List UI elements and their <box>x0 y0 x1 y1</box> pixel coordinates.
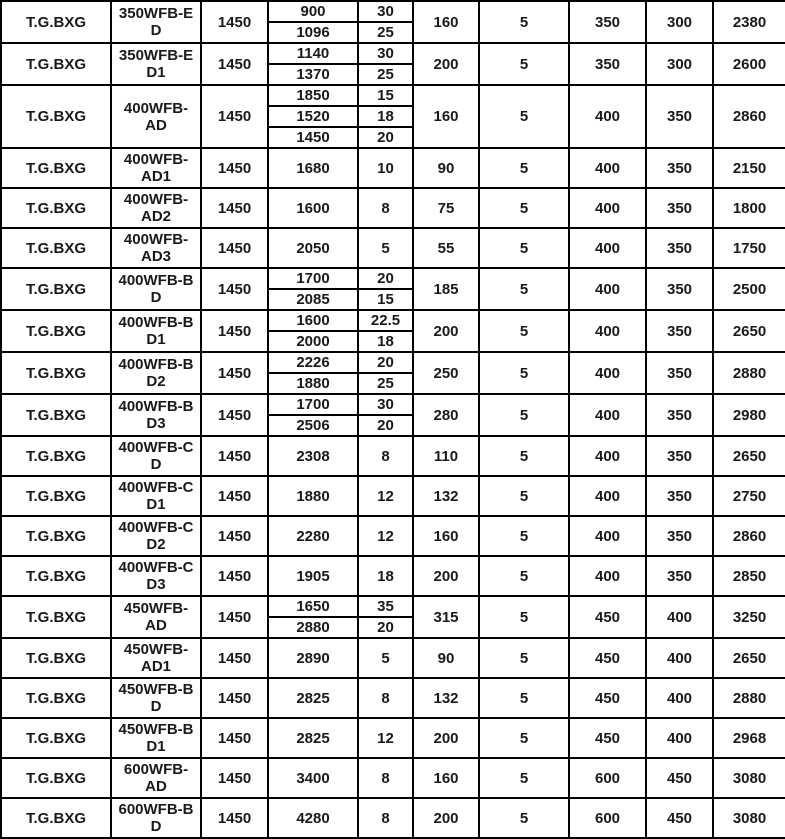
outlet-size-cell: 350 <box>646 188 713 228</box>
head-cell: 15 <box>358 289 413 310</box>
table-row <box>1 476 785 516</box>
table-row <box>1 436 785 476</box>
head-cell: 10 <box>358 148 413 188</box>
weight-cell: 2500 <box>713 268 785 310</box>
inlet-size-cell: 400 <box>569 556 646 596</box>
model-line: 400WFB- <box>123 99 189 117</box>
series-cell: T.G.BXG <box>1 1 111 43</box>
model-line: 400WFB-C <box>118 479 194 496</box>
inlet-size-cell: 400 <box>569 85 646 148</box>
outlet-size-cell: 350 <box>646 310 713 352</box>
model-cell <box>111 1 201 43</box>
param5-cell: 5 <box>479 148 569 188</box>
power-cell: 200 <box>413 556 479 596</box>
param5-cell: 5 <box>479 556 569 596</box>
flow-cell: 3400 <box>268 758 358 798</box>
model-line: 450WFB- <box>123 641 189 658</box>
speed-cell: 1450 <box>201 596 268 638</box>
weight-cell: 2600 <box>713 43 785 85</box>
inlet-size-cell: 450 <box>569 596 646 638</box>
table-row <box>1 268 785 289</box>
speed-cell: 1450 <box>201 148 268 188</box>
model-line: 450WFB-B <box>118 681 194 698</box>
table-row <box>1 798 785 838</box>
head-cell: 8 <box>358 758 413 798</box>
model-line: 600WFB-B <box>118 801 194 818</box>
outlet-size-cell: 400 <box>646 718 713 758</box>
outlet-size-cell: 400 <box>646 638 713 678</box>
weight-cell: 2980 <box>713 394 785 436</box>
series-cell: T.G.BXG <box>1 268 111 310</box>
outlet-size-cell: 400 <box>646 678 713 718</box>
param5-cell: 5 <box>479 310 569 352</box>
head-cell: 20 <box>358 352 413 373</box>
series-cell: T.G.BXG <box>1 516 111 556</box>
outlet-size-cell: 350 <box>646 516 713 556</box>
inlet-size-cell: 450 <box>569 718 646 758</box>
head-cell: 8 <box>358 188 413 228</box>
head-cell: 12 <box>358 516 413 556</box>
flow-cell: 1700 <box>268 268 358 289</box>
model-line: 400WFB-B <box>118 314 194 331</box>
model-cell <box>111 516 201 556</box>
model-cell <box>111 310 201 352</box>
speed-cell: 1450 <box>201 310 268 352</box>
power-cell: 132 <box>413 476 479 516</box>
flow-cell: 2308 <box>268 436 358 476</box>
weight-cell: 2150 <box>713 148 785 188</box>
flow-cell: 2506 <box>268 415 358 436</box>
param5-cell: 5 <box>479 188 569 228</box>
power-cell: 200 <box>413 718 479 758</box>
series-cell: T.G.BXG <box>1 310 111 352</box>
power-cell: 250 <box>413 352 479 394</box>
model-line: D1 <box>146 331 166 348</box>
inlet-size-cell: 400 <box>569 516 646 556</box>
model-cell <box>111 43 201 85</box>
series-cell: T.G.BXG <box>1 436 111 476</box>
head-cell: 8 <box>358 436 413 476</box>
flow-cell: 1520 <box>268 106 358 127</box>
table-row <box>1 43 785 64</box>
power-cell: 315 <box>413 596 479 638</box>
outlet-size-cell: 350 <box>646 352 713 394</box>
model-line: 400WFB- <box>123 151 189 168</box>
speed-cell: 1450 <box>201 43 268 85</box>
param5-cell: 5 <box>479 516 569 556</box>
head-cell: 15 <box>358 85 413 106</box>
power-cell: 132 <box>413 678 479 718</box>
model-line: D <box>150 698 162 715</box>
series-cell: T.G.BXG <box>1 718 111 758</box>
param5-cell: 5 <box>479 85 569 148</box>
model-line: D1 <box>146 496 166 513</box>
speed-cell: 1450 <box>201 268 268 310</box>
inlet-size-cell: 400 <box>569 394 646 436</box>
head-cell: 25 <box>358 22 413 43</box>
head-cell: 18 <box>358 331 413 352</box>
table-row <box>1 188 785 228</box>
model-line: 400WFB-B <box>118 356 194 373</box>
power-cell: 160 <box>413 1 479 43</box>
weight-cell: 2850 <box>713 556 785 596</box>
table-row <box>1 228 785 268</box>
model-cell <box>111 436 201 476</box>
inlet-size-cell: 450 <box>569 638 646 678</box>
model-line: D <box>150 289 162 306</box>
flow-cell: 1600 <box>268 188 358 228</box>
head-cell: 20 <box>358 127 413 148</box>
flow-cell: 1650 <box>268 596 358 617</box>
series-cell: T.G.BXG <box>1 228 111 268</box>
param5-cell: 5 <box>479 352 569 394</box>
model-line: 400WFB-B <box>118 272 194 289</box>
weight-cell: 2860 <box>713 516 785 556</box>
param5-cell: 5 <box>479 228 569 268</box>
head-cell: 18 <box>358 106 413 127</box>
power-cell: 110 <box>413 436 479 476</box>
outlet-size-cell: 450 <box>646 758 713 798</box>
flow-cell: 1880 <box>268 476 358 516</box>
series-cell: T.G.BXG <box>1 758 111 798</box>
inlet-size-cell: 600 <box>569 798 646 838</box>
table-row <box>1 516 785 556</box>
head-cell: 30 <box>358 43 413 64</box>
outlet-size-cell: 350 <box>646 394 713 436</box>
model-cell <box>111 148 201 188</box>
inlet-size-cell: 400 <box>569 228 646 268</box>
model-line: AD2 <box>140 208 171 225</box>
power-cell: 200 <box>413 798 479 838</box>
flow-cell: 2280 <box>268 516 358 556</box>
model-cell <box>111 678 201 718</box>
param5-cell: 5 <box>479 476 569 516</box>
outlet-size-cell: 350 <box>646 476 713 516</box>
flow-cell: 2890 <box>268 638 358 678</box>
speed-cell: 1450 <box>201 188 268 228</box>
head-cell: 20 <box>358 617 413 638</box>
flow-cell: 900 <box>268 1 358 22</box>
model-line: AD <box>145 116 167 134</box>
series-cell: T.G.BXG <box>1 148 111 188</box>
param5-cell: 5 <box>479 758 569 798</box>
flow-cell: 2825 <box>268 718 358 758</box>
outlet-size-cell: 350 <box>646 228 713 268</box>
power-cell: 90 <box>413 638 479 678</box>
weight-cell: 3080 <box>713 758 785 798</box>
weight-cell: 2880 <box>713 678 785 718</box>
head-cell: 35 <box>358 596 413 617</box>
speed-cell: 1450 <box>201 678 268 718</box>
table-row <box>1 758 785 798</box>
table-row <box>1 556 785 596</box>
param5-cell: 5 <box>479 596 569 638</box>
head-cell: 20 <box>358 268 413 289</box>
series-cell: T.G.BXG <box>1 556 111 596</box>
flow-cell: 2050 <box>268 228 358 268</box>
flow-cell: 1370 <box>268 64 358 85</box>
param5-cell: 5 <box>479 394 569 436</box>
power-cell: 185 <box>413 268 479 310</box>
weight-cell: 2650 <box>713 638 785 678</box>
weight-cell: 1750 <box>713 228 785 268</box>
head-cell: 30 <box>358 1 413 22</box>
weight-cell: 2650 <box>713 310 785 352</box>
head-cell: 8 <box>358 678 413 718</box>
model-line: D2 <box>146 373 166 390</box>
power-cell: 160 <box>413 85 479 148</box>
series-cell: T.G.BXG <box>1 394 111 436</box>
model-line: AD1 <box>140 168 171 185</box>
model-cell <box>111 798 201 838</box>
inlet-size-cell: 350 <box>569 1 646 43</box>
power-cell: 200 <box>413 43 479 85</box>
model-cell <box>111 718 201 758</box>
head-cell: 30 <box>358 394 413 415</box>
weight-cell: 3250 <box>713 596 785 638</box>
model-cell <box>111 556 201 596</box>
speed-cell: 1450 <box>201 516 268 556</box>
model-cell <box>111 85 201 148</box>
model-line: D1 <box>146 64 166 81</box>
model-cell <box>111 394 201 436</box>
table-row <box>1 352 785 373</box>
speed-cell: 1450 <box>201 352 268 394</box>
head-cell: 25 <box>358 64 413 85</box>
power-cell: 55 <box>413 228 479 268</box>
model-line: 350WFB-E <box>118 47 194 64</box>
speed-cell: 1450 <box>201 85 268 148</box>
model-cell <box>111 268 201 310</box>
flow-cell: 1140 <box>268 43 358 64</box>
power-cell: 75 <box>413 188 479 228</box>
series-cell: T.G.BXG <box>1 638 111 678</box>
power-cell: 280 <box>413 394 479 436</box>
inlet-size-cell: 400 <box>569 310 646 352</box>
model-line: D <box>150 456 162 473</box>
weight-cell: 1800 <box>713 188 785 228</box>
param5-cell: 5 <box>479 268 569 310</box>
model-cell <box>111 758 201 798</box>
flow-cell: 1905 <box>268 556 358 596</box>
outlet-size-cell: 300 <box>646 43 713 85</box>
series-cell: T.G.BXG <box>1 596 111 638</box>
inlet-size-cell: 400 <box>569 268 646 310</box>
model-line: D1 <box>146 738 166 755</box>
inlet-size-cell: 400 <box>569 476 646 516</box>
flow-cell: 1700 <box>268 394 358 415</box>
flow-cell: 2085 <box>268 289 358 310</box>
model-line: D <box>150 818 162 835</box>
model-line: D <box>150 22 162 39</box>
flow-cell: 2000 <box>268 331 358 352</box>
speed-cell: 1450 <box>201 798 268 838</box>
inlet-size-cell: 400 <box>569 188 646 228</box>
weight-cell: 2650 <box>713 436 785 476</box>
outlet-size-cell: 350 <box>646 436 713 476</box>
power-cell: 160 <box>413 758 479 798</box>
model-cell <box>111 596 201 638</box>
model-line: 400WFB-C <box>118 559 194 576</box>
model-line: 600WFB- <box>123 761 189 778</box>
table-row <box>1 85 785 106</box>
power-cell: 200 <box>413 310 479 352</box>
outlet-size-cell: 350 <box>646 556 713 596</box>
table-row <box>1 718 785 758</box>
outlet-size-cell: 350 <box>646 85 713 148</box>
table-row <box>1 638 785 678</box>
series-cell: T.G.BXG <box>1 476 111 516</box>
series-cell: T.G.BXG <box>1 43 111 85</box>
series-cell: T.G.BXG <box>1 85 111 148</box>
inlet-size-cell: 400 <box>569 352 646 394</box>
weight-cell: 3080 <box>713 798 785 838</box>
model-cell <box>111 352 201 394</box>
series-cell: T.G.BXG <box>1 798 111 838</box>
speed-cell: 1450 <box>201 228 268 268</box>
model-line: 400WFB-C <box>118 519 194 536</box>
model-line: AD3 <box>140 248 171 265</box>
param5-cell: 5 <box>479 43 569 85</box>
speed-cell: 1450 <box>201 638 268 678</box>
model-line: D3 <box>146 576 166 593</box>
flow-cell: 1600 <box>268 310 358 331</box>
head-cell: 12 <box>358 718 413 758</box>
model-line: AD <box>145 617 167 634</box>
weight-cell: 2860 <box>713 85 785 148</box>
flow-cell: 1450 <box>268 127 358 148</box>
inlet-size-cell: 400 <box>569 148 646 188</box>
outlet-size-cell: 300 <box>646 1 713 43</box>
param5-cell: 5 <box>479 1 569 43</box>
series-cell: T.G.BXG <box>1 188 111 228</box>
head-cell: 25 <box>358 373 413 394</box>
flow-cell: 1096 <box>268 22 358 43</box>
speed-cell: 1450 <box>201 476 268 516</box>
model-line: 450WFB- <box>123 600 189 617</box>
outlet-size-cell: 400 <box>646 596 713 638</box>
model-line: 400WFB- <box>123 191 189 208</box>
flow-cell: 4280 <box>268 798 358 838</box>
param5-cell: 5 <box>479 678 569 718</box>
table-row <box>1 596 785 617</box>
table-row <box>1 148 785 188</box>
head-cell: 5 <box>358 228 413 268</box>
flow-cell: 2825 <box>268 678 358 718</box>
model-cell <box>111 228 201 268</box>
model-cell <box>111 188 201 228</box>
head-cell: 5 <box>358 638 413 678</box>
model-line: 450WFB-B <box>118 721 194 738</box>
head-cell: 22.5 <box>358 310 413 331</box>
weight-cell: 2380 <box>713 1 785 43</box>
head-cell: 20 <box>358 415 413 436</box>
param5-cell: 5 <box>479 436 569 476</box>
model-line: 350WFB-E <box>118 5 194 22</box>
speed-cell: 1450 <box>201 394 268 436</box>
speed-cell: 1450 <box>201 1 268 43</box>
table-row <box>1 394 785 415</box>
flow-cell: 2880 <box>268 617 358 638</box>
inlet-size-cell: 600 <box>569 758 646 798</box>
model-line: 400WFB-C <box>118 439 194 456</box>
flow-cell: 1880 <box>268 373 358 394</box>
param5-cell: 5 <box>479 718 569 758</box>
model-line: D2 <box>146 536 166 553</box>
pump-spec-table-body <box>1 1 785 838</box>
outlet-size-cell: 350 <box>646 148 713 188</box>
inlet-size-cell: 350 <box>569 43 646 85</box>
head-cell: 8 <box>358 798 413 838</box>
model-line: 400WFB- <box>123 231 189 248</box>
inlet-size-cell: 400 <box>569 436 646 476</box>
speed-cell: 1450 <box>201 718 268 758</box>
weight-cell: 2750 <box>713 476 785 516</box>
model-line: 400WFB-B <box>118 398 194 415</box>
table-row <box>1 678 785 718</box>
speed-cell: 1450 <box>201 436 268 476</box>
speed-cell: 1450 <box>201 556 268 596</box>
outlet-size-cell: 450 <box>646 798 713 838</box>
power-cell: 90 <box>413 148 479 188</box>
model-line: AD1 <box>140 658 171 675</box>
flow-cell: 1680 <box>268 148 358 188</box>
flow-cell: 1850 <box>268 85 358 106</box>
head-cell: 12 <box>358 476 413 516</box>
speed-cell: 1450 <box>201 758 268 798</box>
param5-cell: 5 <box>479 798 569 838</box>
head-cell: 18 <box>358 556 413 596</box>
series-cell: T.G.BXG <box>1 678 111 718</box>
table-row <box>1 310 785 331</box>
weight-cell: 2880 <box>713 352 785 394</box>
model-cell <box>111 638 201 678</box>
model-line: D3 <box>146 415 166 432</box>
model-cell <box>111 476 201 516</box>
series-cell: T.G.BXG <box>1 352 111 394</box>
param5-cell: 5 <box>479 638 569 678</box>
outlet-size-cell: 350 <box>646 268 713 310</box>
weight-cell: 2968 <box>713 718 785 758</box>
flow-cell: 2226 <box>268 352 358 373</box>
power-cell: 160 <box>413 516 479 556</box>
table-row <box>1 1 785 22</box>
model-line: AD <box>145 778 167 795</box>
inlet-size-cell: 450 <box>569 678 646 718</box>
